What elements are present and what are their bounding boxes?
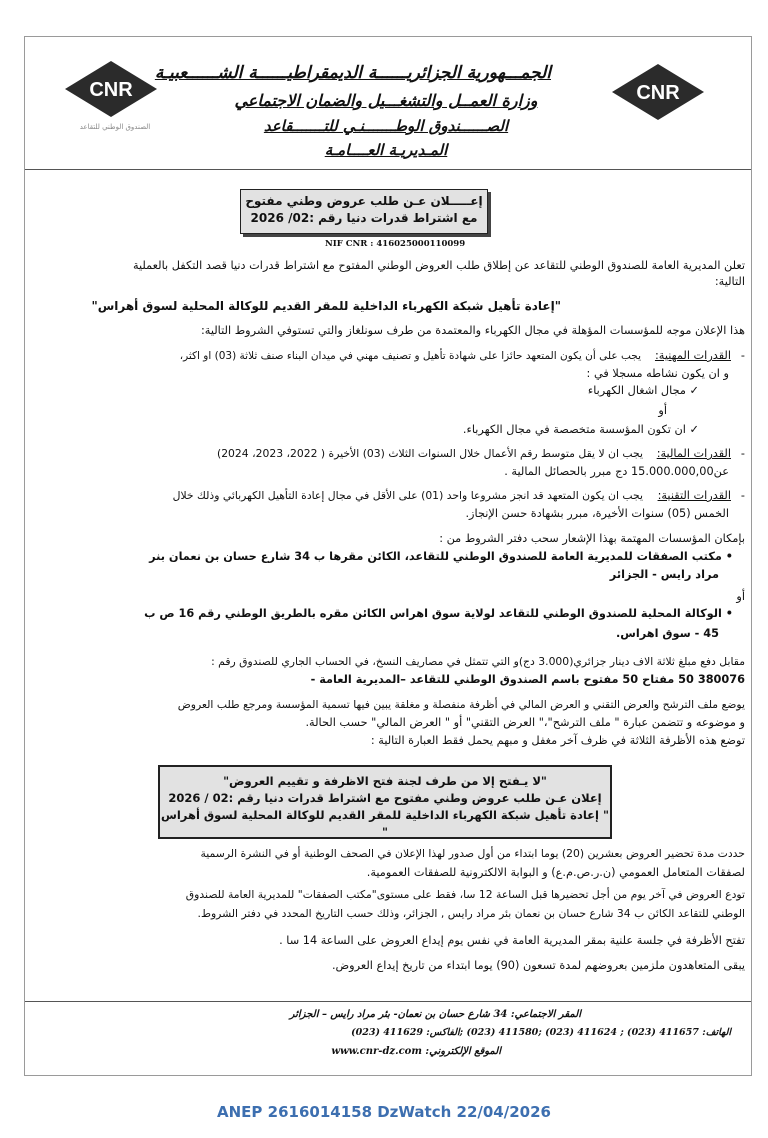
validity-line: يبقى المتعاهدون ملزمين بعروضهم لمدة تسعون (90) يوما ابتداء من تاريخ إيداع العروض. <box>331 959 745 972</box>
envelope-project: " إعادة تأهيل شبكة الكهرباء الداخلية للمقر القديم للوكالة المحلية لسوق أهراس " <box>161 808 609 839</box>
header-ministry: وزارة العمــل والتشغـــيل والضمان الاجتماعي <box>234 91 538 110</box>
tech-line-1: يجب ان يكون المتعهد قد انجز مشروعا واحد (01) على الأقل في مجال إعادة التأهيل الكهربائي وذلك خلال <box>172 489 643 502</box>
footer-address: المقر الاجتماعي: 34 شارع حسان بن نعمان- بئر مراد رايس – الجزائر <box>289 1009 581 1020</box>
deposit-line-2: الوطني للتقاعد الكائن ب 34 شارع حسان بن نعمان بئر مراد رايس , الجزائر، وذلك حسب التاريخ المحدد في دفتر الشروط. <box>197 907 745 920</box>
dash-1: - <box>740 349 745 362</box>
payment-line-2: 380076 50 مفتاح 50 مفتوح باسم الصندوق الوطني للتقاعد –المديرية العامة - <box>310 673 745 686</box>
anep-reference: ANEP 2616014158 DzWatch 22/04/2026 <box>217 1103 551 1121</box>
audience-line: هذا الإعلان موجه للمؤسسات المؤهلة في مجال الكهرباء والمعتمدة من طرف سونلغاز والتي تستوفي الشروط التالية: <box>200 324 745 337</box>
duration-line-1: حددت مدة تحضير العروض بعشرين (20) يوما ابتداء من أول صدور لهذا الإعلان في الصحف الوطنية أو في النشرة الرسمية <box>200 847 745 860</box>
prof-check-2: ✓ ان تكون المؤسسة متخصصة في مجال الكهرباء. <box>462 423 699 436</box>
or-1: أو <box>658 404 667 417</box>
location-2-line-1: • الوكالة المحلية للصندوق الوطني للتقاعد لولاية سوق اهراس الكائن مقره بالطريق الوطني رقم 16 ص ب <box>144 607 733 620</box>
header-divider <box>25 169 751 170</box>
notice-number: مع اشتراط قدرات دنيا رقم :02/ 2026 <box>250 211 478 225</box>
cnr-logo-left <box>63 59 159 119</box>
duration-line-2: لصفقات المتعامل العمومي (ن.ر.ص.م.ع) و البوابة الالكترونية للصفقات العمومية. <box>366 866 745 879</box>
deposit-line-1: تودع العروض في آخر يوم من أجل تحضيرها قبل الساعة 12 سا، فقط على مستوى"مكتب الصفقات" للمديرية العامة للصندوق <box>185 888 745 901</box>
tech-label: القدرات التقنية: <box>657 489 731 502</box>
location-2-line-2: 45 - سوق اهراس. <box>616 627 719 640</box>
fin-line-1: يجب ان لا يقل متوسط رقم الأعمال خلال السنوات الثلاث (03) الأخيرة ( 2022، 2023، 2024) <box>216 447 643 460</box>
footer-phones: الهاتف: 411657 (023) ; 411624 (023) ;411580 (023) ;الفاكس: 411629 (023) <box>351 1027 731 1038</box>
svg-text:CNR: CNR <box>89 79 133 101</box>
header-directorate: المـديريـة العــــامـة <box>324 141 448 159</box>
letterhead <box>25 37 751 169</box>
notice-title: إعـــــلان عـن طلب عروض وطني مفتوح <box>245 194 483 208</box>
envelope-label-box <box>158 765 612 839</box>
envelope-warning: "لا يـفتح إلا من طرف لجنة فتح الاظرفة و تقييم العروض" <box>223 774 547 788</box>
intro-line-2: التالية: <box>714 275 745 288</box>
fin-line-2: عن15.000.000,00 دج مبرر بالحصائل المالية . <box>504 465 729 478</box>
dash-3: - <box>740 489 745 502</box>
tech-line-2: الخمس (05) سنوات الأخيرة، مبرر بشهادة حسن الإنجاز. <box>465 507 729 520</box>
collect-line: بإمكان المؤسسات المهتمة بهذا الإشعار سحب دفتر الشروط من : <box>439 532 745 545</box>
notice-title-box <box>240 189 488 234</box>
prof-check-1: ✓ مجال اشغال الكهرباء <box>587 384 699 397</box>
project-title: "إعادة تأهيل شبكة الكهرباء الداخلية للمقر القديم للوكالة المحلية لسوق أهراس" <box>91 299 561 313</box>
envelope-notice-ref: إعلان عـن طلب عروض وطني مفتوح مع اشتراط قدرات دنيا رقم :02 / 2026 <box>168 791 602 805</box>
submission-line-2: و موضوعه و تتضمن عبارة " ملف الترشح"،" العرض التقني" أو " العرض المالي" حسب الحالة. <box>305 716 745 729</box>
fin-label: القدرات المالية: <box>656 447 731 460</box>
submission-line-3: توضع هذه الأظرفة الثلاثة في ظرف آخر مغفل و مبهم يحمل فقط العبارة التالية : <box>370 734 745 747</box>
location-1-line-2: مراد رايس - الجزائر <box>609 568 719 581</box>
cnr-logo-right <box>610 62 706 122</box>
footer-website: الموقع الإلكتروني: www.cnr-dz.com <box>331 1046 501 1057</box>
footer-divider <box>25 1001 751 1002</box>
header-republic: الجمـــهورية الجزائريــــــة الديمقراطيــــــة الشــــــعبيـة <box>154 63 551 83</box>
prof-line-1: يجب على أن يكون المتعهد حائزا على شهادة تأهيل و تصنيف مهني في ميدان البناء صنف ثلاثة (03) او اكثر، <box>179 350 641 362</box>
submission-line-1: يوضع ملف الترشح والعرض التقني و العرض المالي في أظرفة منفصلة و مغلقة يبين فيها تسمية المؤسسة ومرجع طلب العروض <box>177 698 745 711</box>
intro-line-1: تعلن المديرية العامة للصندوق الوطني للتقاعد عن إطلاق طلب العروض الوطني المفتوح مع اشتراط قدرات دنيا قصد التكفل بالعملية <box>132 259 745 272</box>
or-2: أو <box>736 590 745 603</box>
dash-2: - <box>740 447 745 460</box>
prof-label: القدرات المهنية: <box>654 349 731 362</box>
nif-number: NIF CNR : 416025000110099 <box>325 239 466 249</box>
location-1-line-1: • مكتب الصفقات للمديرية العامة للصندوق الوطني للتقاعد، الكائن مقرها ب 34 شارع حسان بن نعمان بنر <box>149 550 733 563</box>
svg-text:CNR: CNR <box>636 82 680 104</box>
opening-line: تفتح الأظرفة في جلسة علنية بمقر المديرية العامة في نفس يوم إيداع العروض على الساعة 14 سا . <box>279 934 745 947</box>
logo-subtitle: الصندوق الوطني للتقاعد <box>79 123 151 131</box>
payment-line-1: مقابل دفع مبلغ ثلاثة الاف دينار جزائري(3.000 دج)و التي تتمثل في مصاريف النسخ، في الحساب الجاري للصندوق رقم : <box>211 655 745 668</box>
header-fund: الصــــــندوق الوطـــــــنـي للتـــــــقاعد <box>263 117 509 135</box>
prof-line-2: و ان يكون نشاطه مسجلا في : <box>586 367 729 380</box>
notice-document <box>24 36 752 1076</box>
